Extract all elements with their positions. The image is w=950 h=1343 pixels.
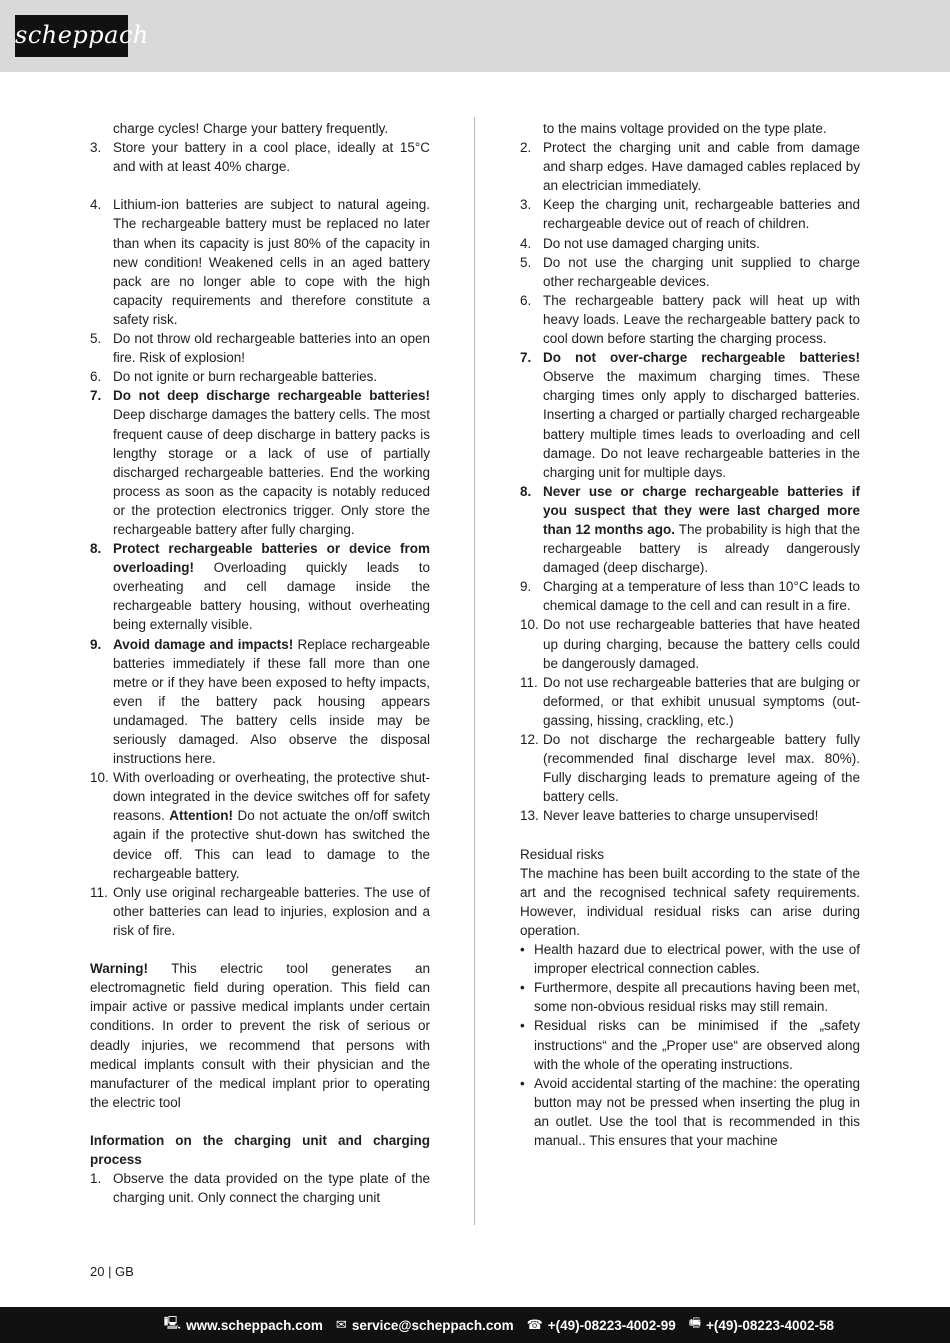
right-column [520, 119, 860, 1150]
list-item: 10. Do not use rechargeable batteries that have heated up during charging, because the battery cells could be dangerously damaged. [520, 617, 860, 671]
residual-risks-heading: Residual risks [520, 846, 605, 862]
page-number: 20 | GB [90, 1264, 134, 1279]
list-item: 4. Do not use damaged charging units. [520, 235, 760, 251]
list-item: 1. Observe the data provided on the type plate of the charging unit. Only connect the charging unit [90, 1171, 430, 1206]
list-item: 8. Protect rechargeable batteries or device from overloading! Overloading quickly leads to overheating and cell damage inside the rechargeable battery housing, without overheating being externally visible. [90, 541, 430, 633]
computer-icon: 🖳 [163, 1316, 182, 1331]
scheppach-logo: scheppach [15, 15, 128, 57]
list-item: 3. Store your battery in a cool place, ideally at 15°C and with at least 40% charge. [90, 140, 430, 175]
list-item: 5. Do not throw old rechargeable batteries into an open fire. Risk of explosion! [90, 331, 430, 366]
column-divider [474, 117, 475, 1225]
bullet-item: • Health hazard due to electrical power, with the use of improper electrical connection cables. [520, 942, 860, 977]
list-item: 7. Do not over-charge rechargeable batteries! Observe the maximum charging times. These charging times only apply to discharged batteries. Inserting a charged or partially charged rechargeable battery multiple times leads to overloading and cell damage. Do not leave rechargeable batteries in the charging unit for multiple days. [520, 350, 860, 480]
charging-heading: Information on the charging unit and charging process [90, 1132, 430, 1168]
list-item: 12. Do not discharge the rechargeable battery fully (recommended final discharge level max. 80%). Fully discharging leads to premature ageing of the battery cells. [520, 732, 860, 805]
list-item-continuation: to the mains voltage provided on the type plate. [543, 121, 827, 136]
phone-icon: ☎ [526, 1317, 543, 1333]
footer-phone[interactable]: ☎ +(49)-08223-4002-99 [526, 1317, 676, 1333]
mail-icon: ✉ [335, 1317, 347, 1333]
left-column [90, 119, 430, 1207]
list-item: 7. Do not deep discharge rechargeable batteries! Deep discharge damages the battery cells. The most frequent cause of deep discharge in battery packs is lengthy storage or a lack of use of partially discharged rechargeable batteries. End the working process as soon as the capacity is notably reduced or the protection electronics trigger. Only store the rechargeable battery after fully charging. [90, 388, 430, 537]
list-item: 6. The rechargeable battery pack will heat up with heavy loads. Leave the rechargeable battery pack to cool down before starting the charging process. [520, 292, 860, 347]
list-item: 9. Charging at a temperature of less than 10°C leads to chemical damage to the cell and can result in a fire. [520, 579, 860, 614]
list-item: 4. Lithium-ion batteries are subject to natural ageing. The rechargeable battery must be replaced no later than when its capacity is just 80% of the capacity in new condition! Weakened cells in an aged battery pack are no longer able to cope with the high capacity requirements and therefore constitute a safety risk. [90, 197, 430, 327]
footer-bar [0, 1307, 950, 1343]
list-item: 11. Only use original rechargeable batteries. The use of other batteries can lead to injuries, explosion and a risk of fire. [90, 884, 430, 938]
fax-icon: 🖷 [688, 1316, 702, 1331]
residual-risks-intro: The machine has been built according to the state of the art and the recognised technical safety requirements. However, individual residual risks can arise during operation. [520, 865, 860, 938]
warning-paragraph: Warning! This electric tool generates an electromagnetic field during operation. This field can impair active or passive medical implants under certain conditions. In order to prevent the risk of serious or deadly injuries, we recommend that persons with medical implants consult with their physician and the manufacturer of the medical implant prior to operating the electric tool [90, 961, 430, 1110]
list-item: 10. With overloading or overheating, the protective shut-down integrated in the device switches off for safety reasons. Attention! Do not actuate the on/off switch again if the protective shut-down has switched the device off. This can lead to damage to the rechargeable battery. [90, 770, 430, 881]
list-item: 8. Never use or charge rechargeable batteries if you suspect that they were last charged more than 12 months ago. The probability is high that the rechargeable battery is already dangerously damaged (deep discharge). [520, 483, 860, 576]
footer-fax: 🖷 +(49)-08223-4002-58 [689, 1314, 834, 1336]
bullet-item: • Furthermore, despite all precautions having been met, some non-obvious residual risks may still remain. [520, 980, 860, 1015]
list-item: 6. Do not ignite or burn rechargeable batteries. [90, 369, 378, 385]
list-item: 2. Protect the charging unit and cable from damage and sharp edges. Have damaged cables replaced by an electrician immediately. [520, 140, 860, 194]
header-bar [0, 0, 950, 72]
list-item: 3. Keep the charging unit, rechargeable batteries and rechargeable device out of reach of children. [520, 197, 860, 232]
list-item: 5. Do not use the charging unit supplied to charge other rechargeable devices. [520, 254, 860, 289]
list-item: 11. Do not use rechargeable batteries that are bulging or deformed, or that exhibit unusual symptoms (out-gassing, hissing, crackling, etc.) [520, 674, 860, 728]
bullet-item: • Avoid accidental starting of the machine: the operating button may not be pressed when inserting the plug in an outlet. Use the tool that is recommended in this manual.. This ensures that your machine [520, 1075, 860, 1148]
bullet-item: • Residual risks can be minimised if the „safety instructions“ and the „Proper use“ are observed along with the whole of the operating instructions. [520, 1018, 860, 1072]
footer-website[interactable]: 🖳 www.scheppach.com [164, 1314, 323, 1336]
list-item: 9. Avoid damage and impacts! Replace rechargeable batteries immediately if these fall more than one metre or if they have been exposed to hefty impacts, even if the battery pack housing appears undamaged. The battery cells inside may be seriously damaged. Also observe the disposal instructions here. [90, 636, 430, 767]
footer-email[interactable]: ✉ service@scheppach.com [335, 1317, 514, 1333]
list-item-continuation: charge cycles! Charge your battery frequently. [113, 121, 389, 136]
list-item: 13. Never leave batteries to charge unsupervised! [520, 808, 819, 824]
